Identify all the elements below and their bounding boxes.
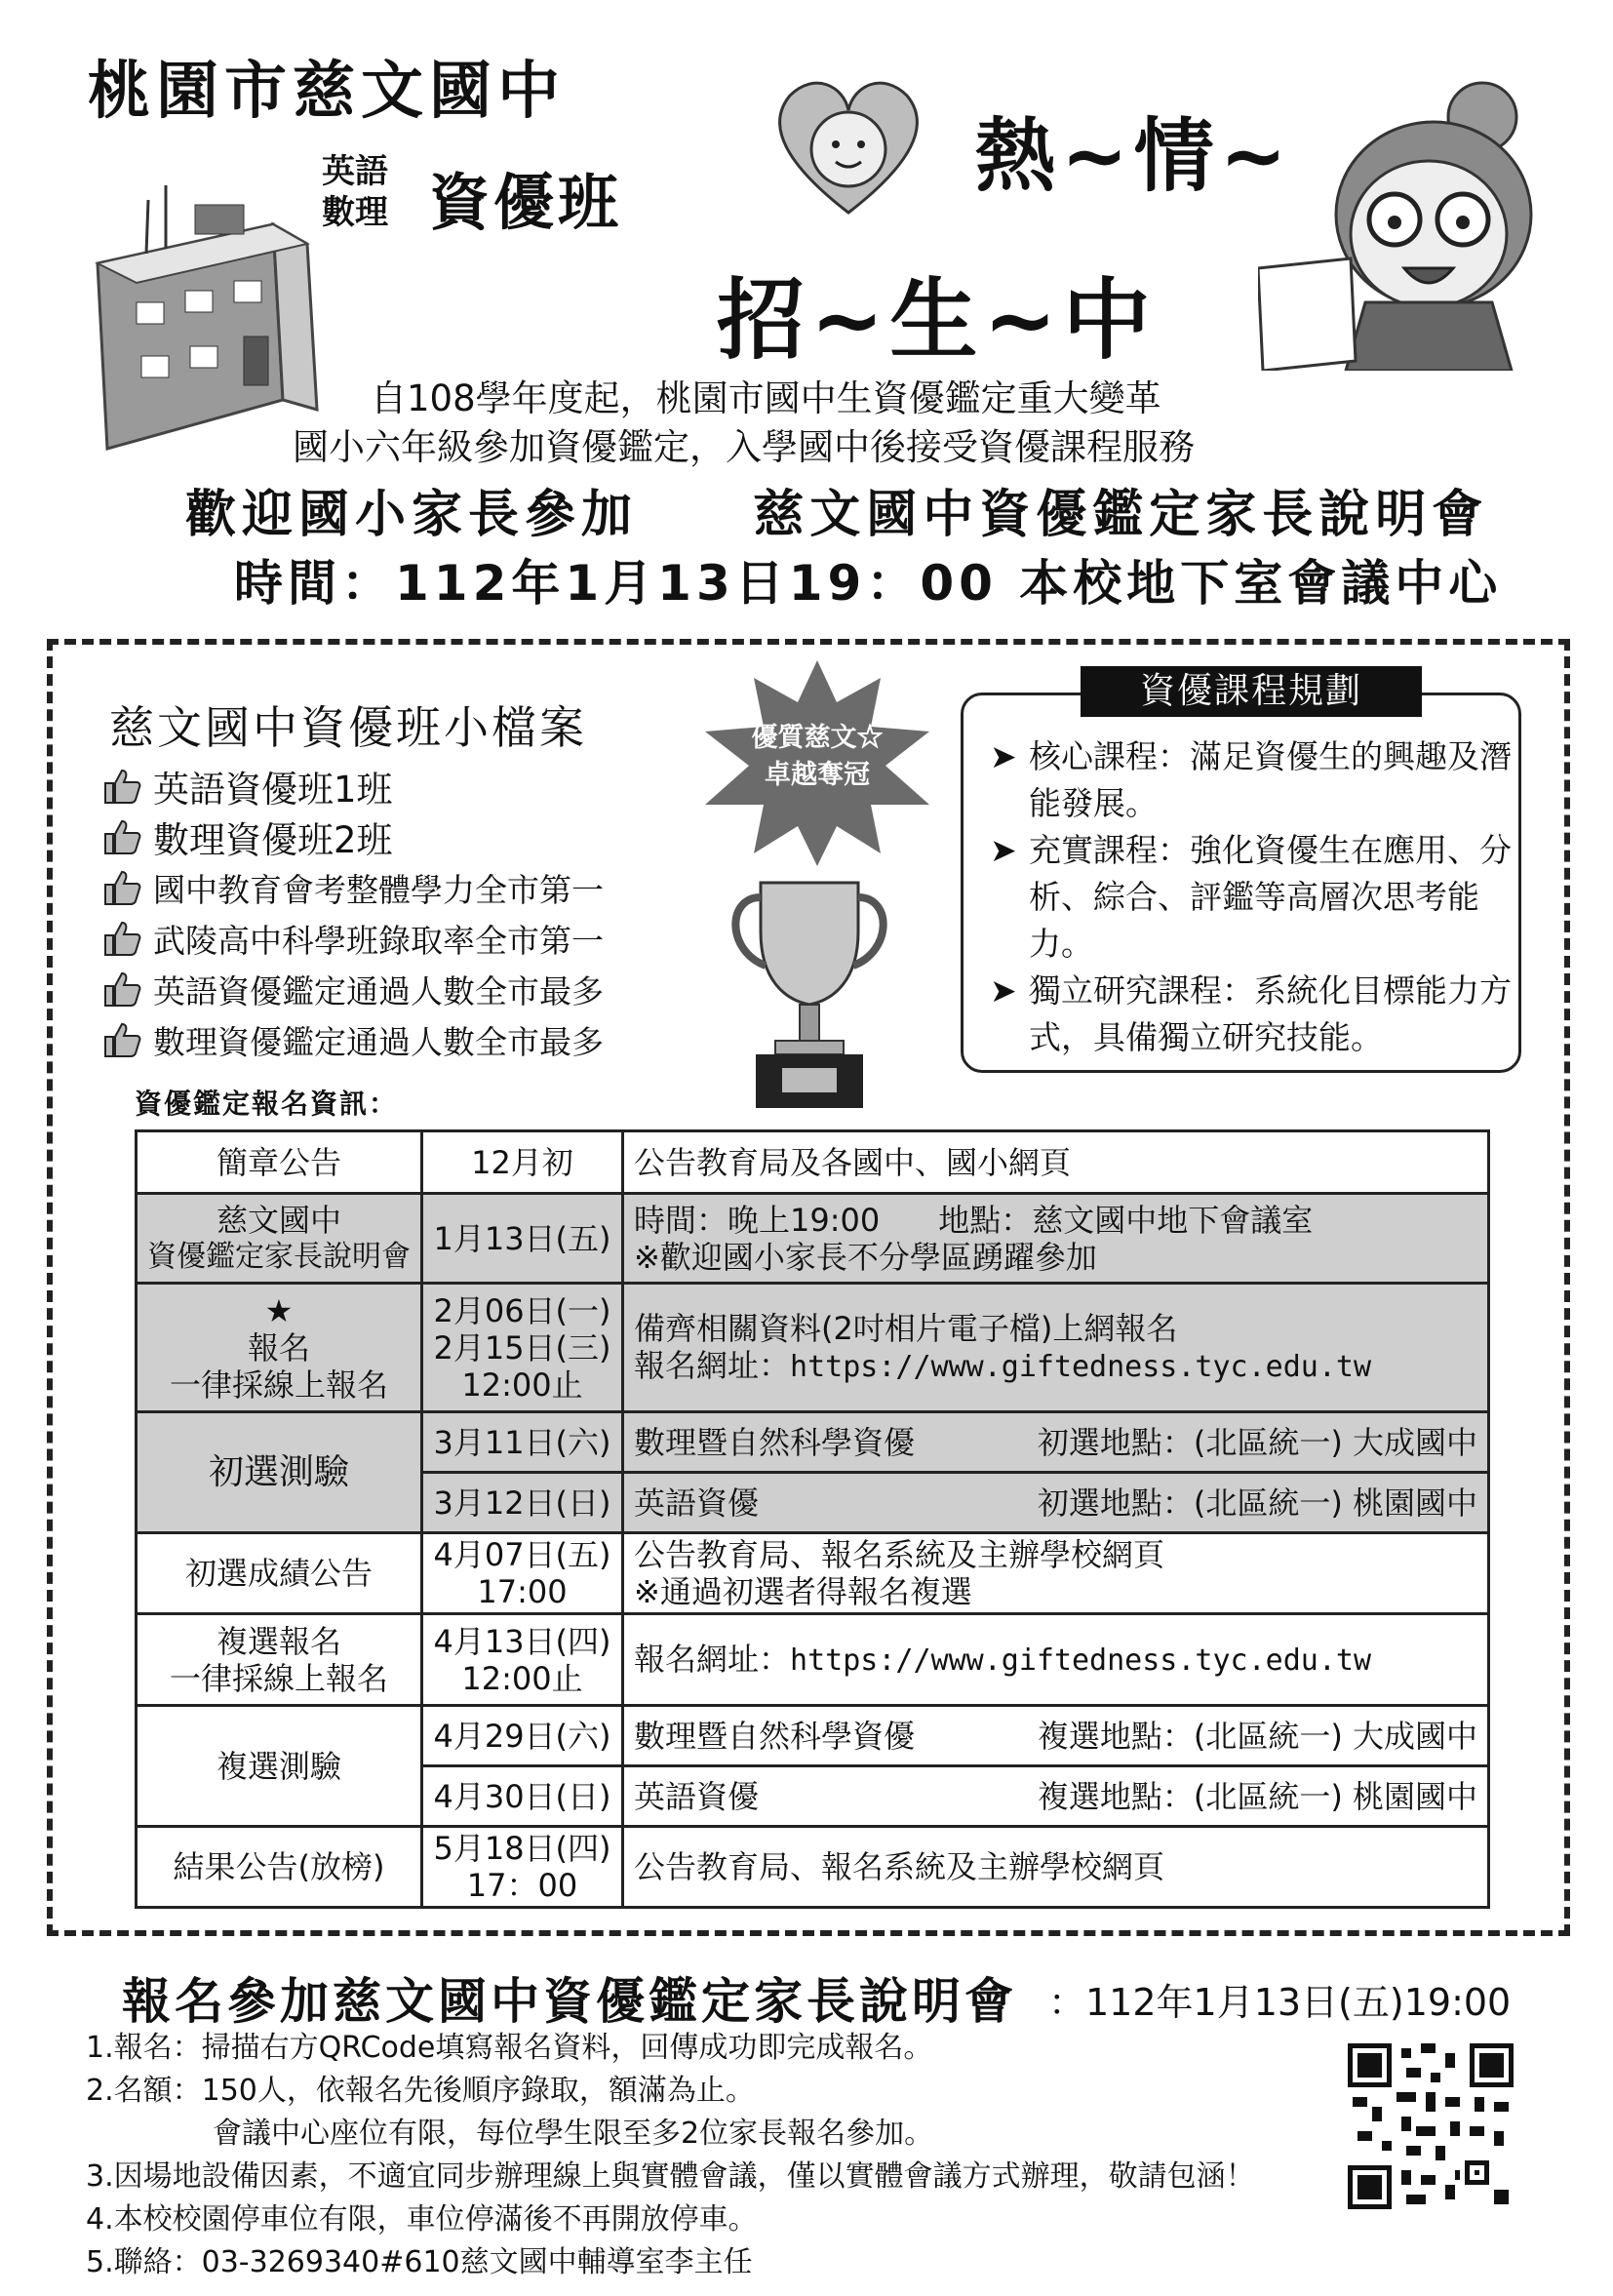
- course-plan-item: ➤ 獨立研究課程：系統化目標能力方式，具備獨立研究技能。: [990, 968, 1512, 1061]
- intro-line-1: 自108學年度起，桃園市國中生資優鑑定重大變革: [371, 377, 1161, 419]
- thumbs-up-icon: [102, 1021, 141, 1058]
- registration-url[interactable]: https://www.giftedness.tyc.edu.tw: [790, 1349, 1372, 1384]
- thumbs-up-icon: [102, 869, 141, 906]
- thumbs-up-icon: [102, 768, 141, 805]
- thumbs-up-icon: [102, 920, 141, 957]
- note-item: 4.本校校園停車位有限，車位停滿後不再開放停車。: [86, 2202, 758, 2237]
- profile-list: [102, 761, 604, 1065]
- note-item: 2.名額：150人，依報名先後順序錄取，額滿為止。: [86, 2074, 755, 2108]
- profile-item: 英語資優班1班: [102, 761, 604, 812]
- note-item: 會議中心座位有限，每位學生限至多2位家長報名參加。: [213, 2117, 934, 2151]
- registration-info-label: 資優鑑定報名資訊：: [135, 1088, 399, 1120]
- trophy-icon: [722, 873, 897, 1112]
- heart-character-illustration: [766, 66, 931, 222]
- registration-url[interactable]: https://www.giftedness.tyc.edu.tw: [790, 1643, 1372, 1678]
- arrow-right-icon: ➤: [990, 971, 1017, 1009]
- meeting-time-line: 時間：112年1月13日19：00 本校地下室會議中心: [234, 555, 1503, 612]
- school-title: 桃園市慈文國中: [88, 56, 566, 128]
- profile-item: 英語資優鑑定通過人數全市最多: [102, 964, 604, 1014]
- table-row: 初選成績公告 4月07日(五) 17:00 公告教育局、報名系統及主辦學校網頁 ※通過初選者得報名複選: [137, 1533, 1489, 1614]
- profile-item: 武陵高中科學班錄取率全市第一: [102, 913, 604, 964]
- book-house-illustration: [88, 166, 332, 458]
- arrow-right-icon: ➤: [990, 737, 1017, 775]
- note-item: 5.聯絡：03-3269340#610慈文國中輔導室李主任: [86, 2245, 753, 2279]
- program-labels: [322, 151, 388, 233]
- footer-title: 報名參加慈文國中資優鑑定家長說明會: [122, 1973, 1017, 2030]
- table-row: 複選報名 一律採線上報名 4月13日(四) 12:00止 報名網址：https://www.giftedness.tyc.edu.tw: [137, 1614, 1489, 1706]
- registration-notes: [86, 2027, 1255, 2284]
- star-icon: ★: [264, 1291, 294, 1329]
- course-plan-item: ➤ 核心課程：滿足資優生的興趣及潛能發展。: [990, 733, 1512, 827]
- intro-line-2: 國小六年級參加資優鑑定，入學國中後接受資優課程服務: [293, 426, 1195, 468]
- profile-title: 慈文國中資優班小檔案: [109, 701, 587, 754]
- table-row: 簡章公告 12月初 公告教育局及各國中、國小網頁: [137, 1131, 1489, 1194]
- footer-date: ：112年1月13日(五)19:00: [1048, 1981, 1512, 2024]
- table-row: 結果公告(放榜) 5月18日(四) 17：00 公告教育局、報名系統及主辦學校網頁: [137, 1827, 1489, 1908]
- profile-item: 國中教育會考整體學力全市第一: [102, 862, 604, 913]
- course-plan-item: ➤ 充實課程：強化資優生在應用、分析、綜合、評鑑等高層次思考能力。: [990, 827, 1512, 968]
- invite-line: [185, 473, 1488, 546]
- table-row: 4月30日(日) 英語資優 複選地點：(北區統一) 桃園國中: [137, 1766, 1489, 1827]
- math-science-label: 數理: [322, 193, 388, 232]
- profile-item: 數理資優鑑定通過人數全市最多: [102, 1014, 604, 1065]
- table-row: 3月12日(日) 英語資優 初選地點：(北區統一) 桃園國中: [137, 1473, 1489, 1533]
- thumbs-up-icon: [102, 818, 141, 855]
- table-row: 複選測驗 4月29日(六) 數理暨自然科學資優 複選地點：(北區統一) 大成國中: [137, 1706, 1489, 1766]
- thumbs-up-icon: [102, 970, 141, 1008]
- star-badge-text: 優質慈文☆ 卓越奪冠: [751, 723, 884, 790]
- table-row: ★ 報名 一律採線上報名 2月06日(一) 2月15日(三) 12:00止 備齊相關資料(2吋相片電子檔)上網報名 報名網址：https://www.giftedness.tyc.edu.tw: [137, 1284, 1489, 1412]
- gifted-class-title: 資優班: [429, 167, 623, 238]
- invite-parents: 歡迎國小家長參加: [185, 486, 639, 544]
- schedule-table: [135, 1129, 1490, 1909]
- note-item: 3.因場地設備因素，不適宜同步辦理線上與實體會議，僅以實體會議方式辦理，敬請包涵！: [86, 2159, 1255, 2194]
- course-plan-title: 資優課程規劃: [1081, 666, 1422, 717]
- table-row: 初選測驗 3月11日(六) 數理暨自然科學資優 初選地點：(北區統一) 大成國中: [137, 1412, 1489, 1473]
- arrow-right-icon: ➤: [990, 831, 1017, 869]
- profile-item: 數理資優班2班: [102, 812, 604, 862]
- passion-text: 熱~情~: [975, 110, 1293, 203]
- table-row: 慈文國中 資優鑑定家長說明會 1月13日(五) 時間：晚上19:00 地點：慈文國中地下會議室 ※歡迎國小家長不分學區踴躍參加: [137, 1194, 1489, 1284]
- girl-character-illustration: [1258, 78, 1551, 371]
- recruiting-text: 招~生~中: [717, 269, 1157, 372]
- qr-code-icon[interactable]: [1348, 2043, 1514, 2209]
- invite-meeting: 慈文國中資優鑑定家長說明會: [753, 486, 1489, 544]
- english-label: 英語: [322, 152, 388, 191]
- course-plan-list: [990, 733, 1512, 1061]
- note-item: 1.報名：掃描右方QRCode填寫報名資料，回傳成功即完成報名。: [86, 2031, 933, 2065]
